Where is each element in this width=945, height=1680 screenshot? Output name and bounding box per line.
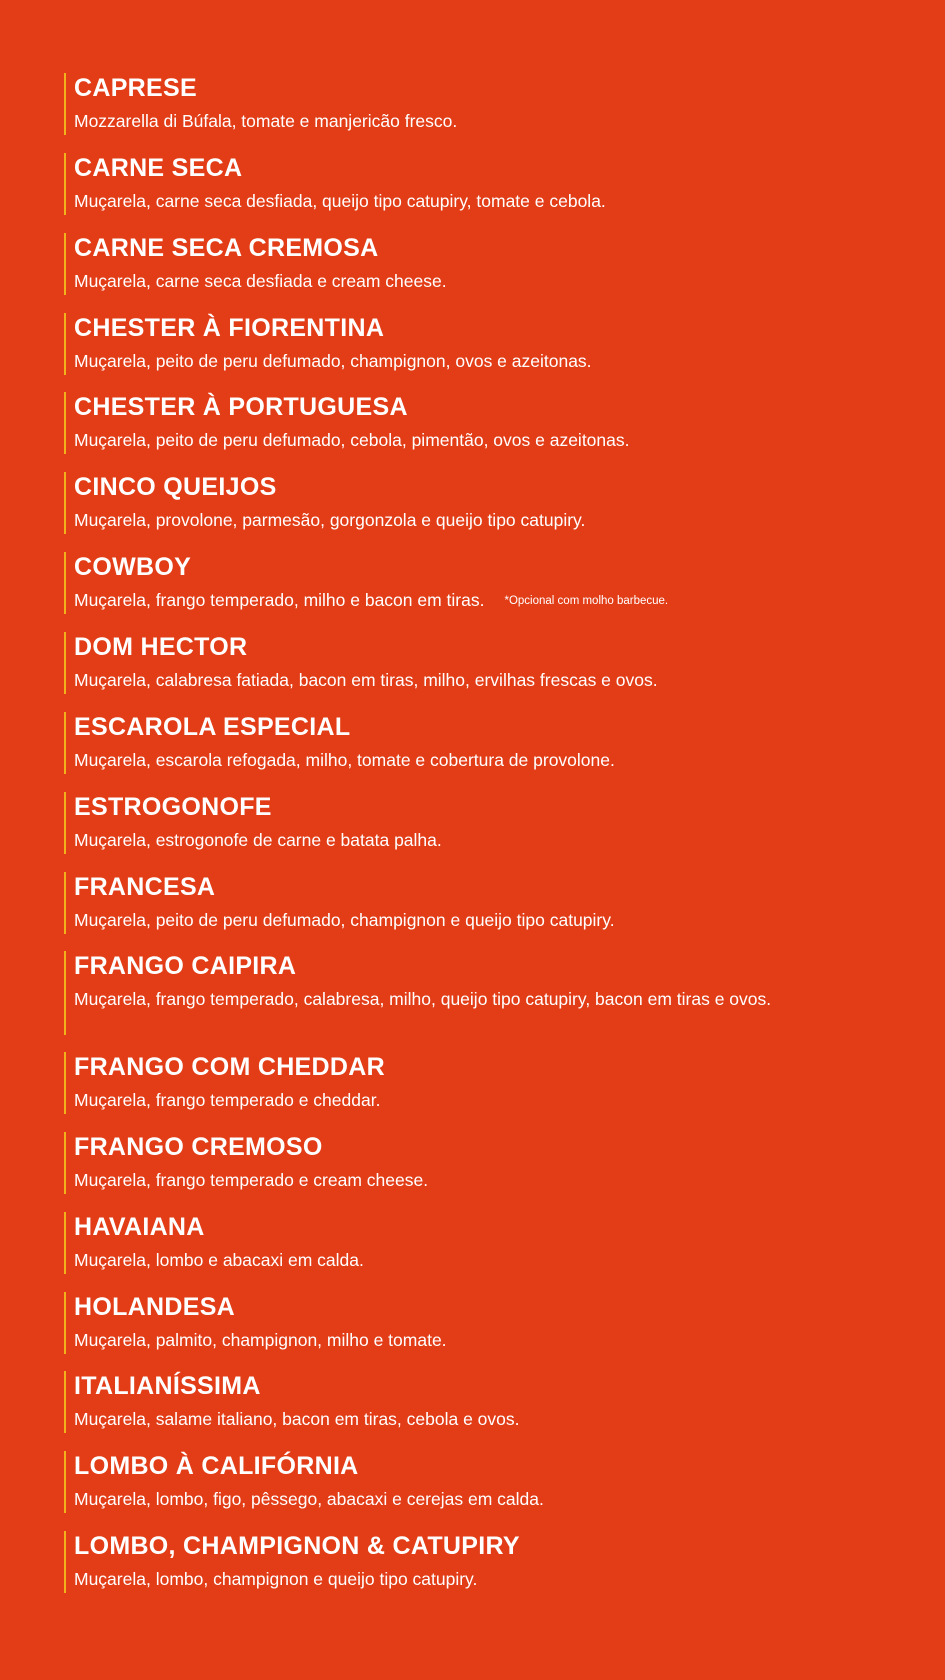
item-description: Muçarela, frango temperado e cream cheese. [74,1170,429,1190]
item-name: LOMBO À CALIFÓRNIA [74,1452,359,1480]
item-description: Muçarela, peito de peru defumado, champignon e queijo tipo catupiry. [74,910,615,930]
menu-item-lombo-champignon-catupiry [64,1531,884,1593]
menu-item-escarola-especial [64,712,884,774]
item-description: Muçarela, peito de peru defumado, champignon, ovos e azeitonas. [74,351,592,371]
item-name: CAPRESE [74,74,197,102]
menu-item-dom-hector [64,632,884,694]
item-name: CINCO QUEIJOS [74,473,277,501]
item-description: Muçarela, escarola refogada, milho, tomate e cobertura de provolone. [74,750,615,770]
menu-item-frango-com-cheddar [64,1052,884,1114]
menu-item-frango-cremoso [64,1132,884,1194]
item-description: Muçarela, calabresa fatiada, bacon em tiras, milho, ervilhas frescas e ovos. [74,670,658,690]
menu-item-chester-a-portuguesa [64,392,884,454]
menu-item-estrogonofe [64,792,884,854]
item-name: CHESTER À PORTUGUESA [74,393,408,421]
item-description: Muçarela, palmito, champignon, milho e tomate. [74,1330,447,1350]
menu-item-francesa [64,872,884,934]
item-name: FRANGO CREMOSO [74,1133,323,1161]
item-description: Mozzarella di Búfala, tomate e manjericão fresco. [74,111,458,131]
item-description: Muçarela, carne seca desfiada e cream cheese. [74,271,447,291]
item-description: Muçarela, peito de peru defumado, cebola, pimentão, ovos e azeitonas. [74,430,630,450]
menu-item-carne-seca-cremosa [64,233,884,295]
menu-item-italianissima [64,1371,884,1433]
item-description: Muçarela, frango temperado e cheddar. [74,1090,381,1110]
item-description: Muçarela, lombo, champignon e queijo tipo catupiry. [74,1569,478,1589]
item-description: Muçarela, frango temperado, calabresa, milho, queijo tipo catupiry, bacon em tiras e ovos. [74,989,772,1009]
item-note: *Opcional com molho barbecue. [504,595,669,607]
menu-item-chester-a-fiorentina [64,313,884,375]
item-name: CARNE SECA [74,154,243,182]
item-name: COWBOY [74,553,192,581]
menu-item-cinco-queijos [64,472,884,534]
item-name: LOMBO, CHAMPIGNON & CATUPIRY [74,1532,520,1560]
menu-item-caprese [64,73,884,135]
item-description: Muçarela, salame italiano, bacon em tiras, cebola e ovos. [74,1409,520,1429]
item-name: ESTROGONOFE [74,793,272,821]
menu-item-lombo-a-california [64,1451,884,1513]
item-name: FRANCESA [74,873,216,901]
menu-item-havaiana [64,1212,884,1274]
item-description-text: Muçarela, frango temperado, milho e bacon em tiras. [74,590,485,610]
menu-item-frango-caipira [64,951,884,1035]
item-name: DOM HECTOR [74,633,248,661]
item-description: Muçarela, carne seca desfiada, queijo tipo catupiry, tomate e cebola. [74,191,606,211]
item-description: Muçarela, estrogonofe de carne e batata palha. [74,830,442,850]
item-name: ESCAROLA ESPECIAL [74,713,351,741]
item-name: HOLANDESA [74,1293,236,1321]
item-name: CARNE SECA CREMOSA [74,234,379,262]
item-name: CHESTER À FIORENTINA [74,314,385,342]
item-name: FRANGO COM CHEDDAR [74,1053,385,1081]
item-description: Muçarela, lombo, figo, pêssego, abacaxi e cerejas em calda. [74,1489,544,1509]
menu-item-carne-seca [64,153,884,215]
menu-item-holandesa [64,1292,884,1354]
item-description: Muçarela, lombo e abacaxi em calda. [74,1250,364,1270]
item-description [74,590,884,612]
menu-item-cowboy [64,552,884,614]
item-name: HAVAIANA [74,1213,205,1241]
item-name: ITALIANÍSSIMA [74,1372,261,1400]
item-name: FRANGO CAIPIRA [74,952,297,980]
item-description: Muçarela, provolone, parmesão, gorgonzola e queijo tipo catupiry. [74,510,586,530]
